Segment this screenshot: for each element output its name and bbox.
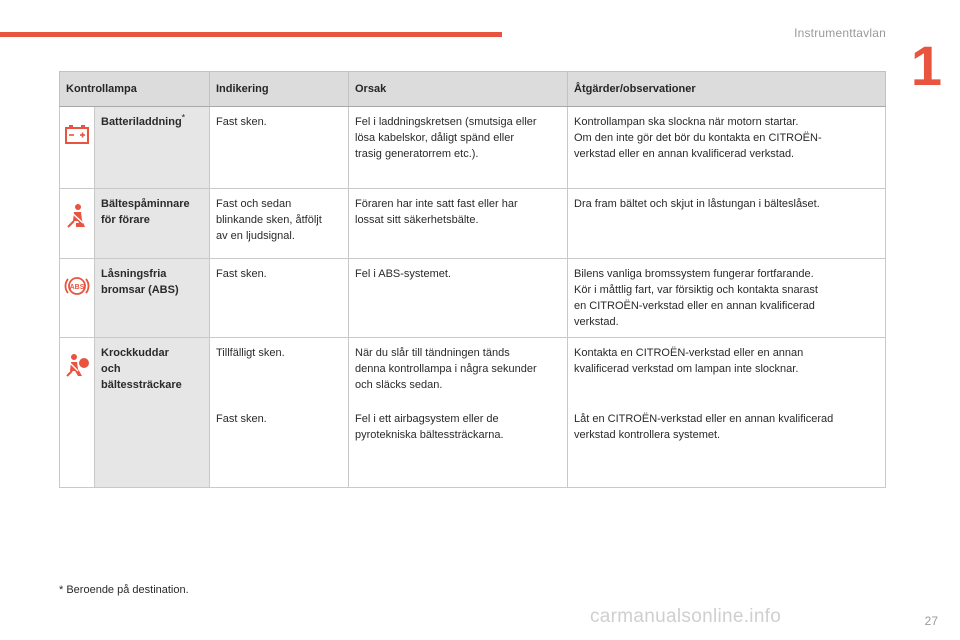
header-kontrollampa: Kontrollampa (60, 72, 210, 107)
lamp-name (95, 107, 210, 189)
cause-line: trasig generatorrem etc.). (355, 148, 479, 160)
footnote-marker: * (181, 112, 186, 123)
table-row (60, 338, 886, 404)
lamp-name-line: Låsningsfria (101, 268, 167, 280)
lamp-name-line: bältessträckare (101, 379, 182, 391)
footnote-marker: * (59, 584, 64, 596)
indication-line: Fast och sedan (216, 198, 292, 210)
warning-lamp-table-container (59, 71, 886, 488)
lamp-name (95, 259, 210, 338)
indication-cell (210, 259, 349, 338)
icon-cell (60, 259, 95, 338)
airbag-icon (64, 352, 90, 378)
lamp-name (95, 338, 210, 488)
action-cell (568, 189, 886, 259)
action-line: kvalificerad verkstad om lampan inte slocknar. (574, 363, 799, 375)
indication-line: Fast sken. (216, 268, 267, 280)
header-indikering: Indikering (210, 72, 349, 107)
lamp-name-line: Bältespåminnare (101, 198, 190, 210)
cause-line: När du slår till tändningen tänds (355, 347, 510, 359)
table-header-row (60, 72, 886, 107)
action-line: verkstad kontrollera systemet. (574, 428, 721, 441)
action-cell (568, 107, 886, 189)
action-cell (568, 259, 886, 338)
table-row (60, 189, 886, 259)
cause-cell (349, 107, 568, 189)
watermark: carmanualsonline.info (590, 606, 782, 627)
action-line: Låt en CITROËN-verkstad eller en annan kvalificerad (574, 412, 834, 425)
action-line: Dra fram bältet och skjut in låstungan i bälteslåset. (574, 198, 820, 210)
header-orsak: Orsak (349, 72, 568, 107)
lamp-name-line: för förare (101, 214, 150, 226)
cause-line: och släcks sedan. (355, 379, 443, 391)
icon-cell (60, 189, 95, 259)
action-line: Kör i måttlig fart, var försiktig och kontakta snarast (574, 284, 818, 296)
table-row (60, 107, 886, 189)
cause-line: lösa kabelskor, dåligt spänd eller (355, 132, 514, 144)
cause-line: Föraren har inte satt fast eller har (355, 198, 518, 210)
cause-line: pyrotekniska bältessträckarna. (355, 428, 504, 441)
action-cell (568, 404, 886, 488)
header-atgarder: Åtgärder/observationer (568, 72, 886, 107)
footnote (59, 584, 189, 596)
action-line: en CITROËN-verkstad eller en annan kvalificerad (574, 300, 815, 312)
lamp-name-line: bromsar (ABS) (101, 284, 179, 296)
indication-line: Fast sken. (216, 412, 267, 425)
action-cell (568, 338, 886, 404)
icon-cell (60, 107, 95, 189)
indication-line: blinkande sken, åtföljt (216, 214, 322, 226)
indication-cell (210, 338, 349, 404)
indication-line: av en ljudsignal. (216, 230, 295, 242)
action-line: Kontakta en CITROËN-verkstad eller en annan (574, 347, 804, 359)
cause-cell (349, 259, 568, 338)
action-line: Bilens vanliga bromssystem fungerar fortfarande. (574, 268, 814, 280)
cause-line: Fel i ett airbagsystem eller de (355, 412, 499, 425)
lamp-name-line: Krockkuddar (101, 347, 169, 359)
header-accent-bar (0, 32, 502, 37)
page-number: 27 (924, 614, 938, 628)
table-row (60, 259, 886, 338)
cause-line: Fel i laddningskretsen (smutsiga eller (355, 116, 537, 128)
action-line: verkstad eller en annan kvalificerad verkstad. (574, 148, 795, 160)
indication-line: Fast sken. (216, 116, 267, 128)
indication-line: Tillfälligt sken. (216, 347, 285, 359)
cause-line: Fel i ABS-systemet. (355, 268, 451, 280)
action-line: Kontrollampan ska slockna när motorn startar. (574, 116, 799, 128)
warning-lamp-table (59, 71, 886, 488)
chapter-number: 1 (910, 34, 942, 97)
cause-line: denna kontrollampa i några sekunder (355, 363, 537, 375)
cause-cell (349, 189, 568, 259)
action-line: Om den inte gör det bör du kontakta en CITROËN- (574, 132, 822, 144)
seatbelt-icon (64, 203, 90, 229)
section-title: Instrumenttavlan (794, 26, 886, 40)
lamp-name (95, 189, 210, 259)
lamp-name-line: och (101, 363, 121, 375)
indication-cell (210, 107, 349, 189)
footnote-text: Beroende på destination. (66, 584, 189, 596)
indication-cell (210, 404, 349, 488)
abs-icon (64, 273, 90, 299)
svg-text:ABS: ABS (69, 284, 85, 291)
action-line: verkstad. (574, 316, 619, 328)
lamp-name-line: Batteriladdning (101, 116, 182, 128)
indication-cell (210, 189, 349, 259)
cause-line: lossat sitt säkerhetsbälte. (355, 214, 479, 226)
battery-icon (64, 121, 90, 147)
icon-cell (60, 338, 95, 488)
cause-cell (349, 404, 568, 488)
cause-cell (349, 338, 568, 404)
